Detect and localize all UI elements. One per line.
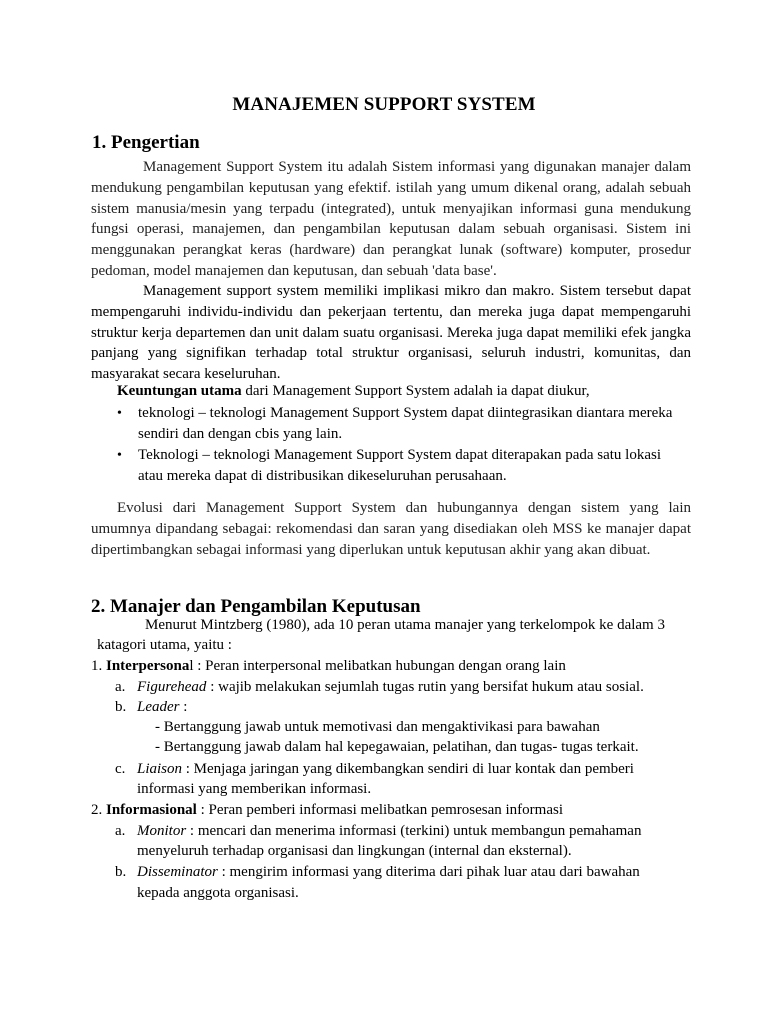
advantage-bold: Keuntungan utama bbox=[117, 383, 242, 399]
item-disseminator-label: b. bbox=[115, 864, 127, 880]
item-b-line bbox=[137, 697, 187, 717]
item-monitor-label: a. bbox=[115, 823, 126, 839]
item-b-dash-1: - Bertanggung jawab untuk memotivasi dan mengaktivikasi para bawahan bbox=[155, 719, 600, 735]
item-c-label: c. bbox=[115, 761, 126, 777]
item-monitor-text-1: : mencari dan menerima informasi (terkini) untuk membangun pemahaman bbox=[186, 823, 642, 839]
category-2-text: : Peran pemberi informasi melibatkan pemrosesan informasi bbox=[196, 802, 563, 818]
category-1-title: Interpersona bbox=[106, 658, 190, 674]
section-1-paragraph-1: Management Support System itu adalah Sistem informasi yang digunakan manajer dalam mendukung pengambilan keputusan yang efektif. istilah yang umum dikenal orang, adalah sebuah sistem manusia/mesin yang terpadu (integrated), untuk menyajikan informasi guna mendukung fungsi operasi, manajemen, dan pengambilan keputusan dalam sebuah organisasi. Sistem ini menggunakan perangkat keras (hardware) dan perangkat lunak (software) komputer, prosedur pedoman, model manajemen dan keputusan, dan sebuah 'data base'. bbox=[91, 159, 691, 279]
item-c-text-1: : Menjaga jaringan yang dikembangkan sendiri di luar kontak dan pemberi bbox=[182, 761, 634, 777]
item-disseminator-text-1: : mengirim informasi yang diterima dari pihak luar atau dari bawahan bbox=[217, 864, 640, 880]
item-a-line bbox=[137, 677, 644, 697]
item-a-label: a. bbox=[115, 679, 126, 695]
item-monitor-term: Monitor bbox=[137, 823, 187, 839]
category-1-text: l : Peran interpersonal melibatkan hubungan dengan orang lain bbox=[189, 658, 566, 674]
list-item bbox=[113, 403, 678, 445]
item-monitor-line-2: menyeluruh terhadap organisasi dan lingkungan (internal dan eksternal). bbox=[137, 843, 572, 859]
bullet-icon: • bbox=[117, 406, 122, 421]
item-b-term: Leader bbox=[137, 699, 180, 715]
item-a-term: Figurehead bbox=[137, 679, 207, 695]
item-a-text: : wajib melakukan sejumlah tugas rutin yang bersifat hukum atau sosial. bbox=[206, 679, 644, 695]
category-2-title: Informasional bbox=[106, 802, 197, 818]
item-monitor-line-1 bbox=[137, 821, 641, 841]
advantage-line bbox=[117, 381, 590, 402]
bullet-text: teknologi – teknologi Management Support System dapat diintegrasikan diantara mereka sendiri dan dengan cbis yang lain. bbox=[138, 405, 673, 442]
list-item bbox=[113, 445, 678, 487]
intro-line-2: katagori utama, yaitu : bbox=[97, 637, 232, 653]
advantage-text: dari Management Support System adalah ia dapat diukur, bbox=[241, 383, 590, 399]
section-1-paragraph-2: Management support system memiliki implikasi mikro dan makro. Sistem tersebut dapat mempengaruhi individu-individu dan pekerjaan tertentu, dan mereka juga dapat mempengaruhi struktur kerja departemen dan unit dalam suatu organisasi. Mereka juga dapat memiliki efek jangka panjang yang signifikan terhadap total struktur organisasi, seluruh industri, komunitas, dan masyarakat secara keseluruhan. bbox=[91, 283, 691, 382]
document-title: MANAJEMEN SUPPORT SYSTEM bbox=[232, 94, 536, 115]
bullet-icon: • bbox=[117, 448, 122, 463]
item-c-line-2: informasi yang memberikan informasi. bbox=[137, 781, 372, 797]
bullet-text: Teknologi – teknologi Management Support System dapat diterapakan pada satu lokasi atau mereka dapat di distribusikan dikeseluruhan perusahaan. bbox=[138, 447, 662, 484]
intro-line-1: Menurut Mintzberg (1980), ada 10 peran utama manajer yang terkelompok ke dalam 3 bbox=[145, 617, 665, 633]
category-1-line bbox=[91, 656, 566, 676]
item-b-text: : bbox=[179, 699, 188, 715]
item-b-dash-2: - Bertanggung jawab dalam hal kepegawaian, pelatihan, dan tugas- tugas terkait. bbox=[155, 739, 639, 755]
advantage-bullet-list bbox=[113, 403, 678, 487]
item-disseminator-line-2: kepada anggota organisasi. bbox=[137, 885, 299, 901]
item-c-term: Liaison bbox=[137, 761, 183, 777]
section-1-paragraph-3: Evolusi dari Management Support System dan hubungannya dengan sistem yang lain umumnya dipandang sebagai: rekomendasi dan saran yang disediakan oleh MSS ke manajer dapat dipertimbangkan sebagai informasi yang diperlukan untuk keputusan akhir yang akan dibuat. bbox=[91, 500, 691, 558]
category-2-number: 2. bbox=[91, 802, 106, 818]
category-2-line bbox=[91, 800, 563, 820]
item-c-line-1 bbox=[137, 759, 634, 779]
section-1-heading: 1. Pengertian bbox=[92, 132, 200, 153]
item-disseminator-term: Disseminator bbox=[137, 864, 218, 880]
item-disseminator-line-1 bbox=[137, 862, 640, 882]
item-b-label: b. bbox=[115, 699, 127, 715]
category-1-number: 1. bbox=[91, 658, 106, 674]
section-2-heading: 2. Manajer dan Pengambilan Keputusan bbox=[91, 596, 421, 617]
